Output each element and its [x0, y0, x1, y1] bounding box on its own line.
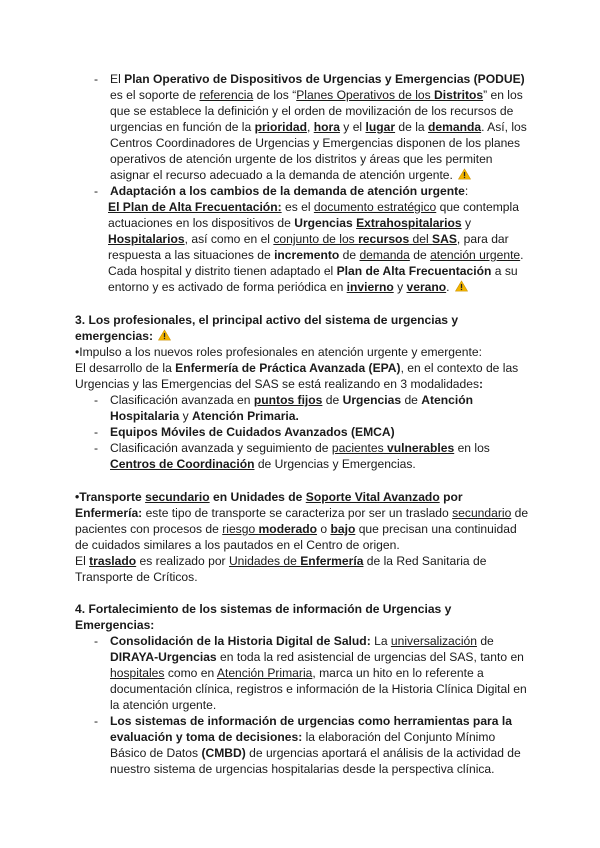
list-dash: - [94, 184, 99, 198]
list-dash: - [94, 393, 99, 407]
list-dash: - [94, 72, 99, 86]
list-dash: - [94, 714, 99, 728]
list-dash: - [94, 425, 99, 439]
section-heading: 3. Los profesionales, el principal activo del sistema de urgencias y [75, 313, 459, 327]
document-page: - El Plan Operativo de Dispositivos de Urgencias y Emergencias (PODUE) es el soporte de referencia de los “Planes Operativos de los Distritos” en los que se establece la definición y el orden de movilización de los recursos de urgencias en función de la prioridad, hora y el lugar de la demanda. Así, los Centros Coordinadores de Urgencias y Emergencias disponen de los planes operativos de atención urgente de los distritos y áreas que les permiten asignar el recurso adecuado a la demanda de atención urgente. - Adaptación a los cambios de la demanda de atención urgente: El Plan de Alta Frecuentación: es el documento estratégico que contempla actuaciones en los dispositivos de Urgencias Extrahospitalarios y Hospitalarios, así como en el conjunto de los recursos del SAS, para dar respuesta a las situaciones de incremento de demanda de atención urgente. Cada hospital y distrito tienen adaptado el Plan de Alta Frecuentación a su entorno y es activado de forma periódica en invierno y verano. 3. Los profesionales, el principal activo del sistema de urgencias y emergencias: •Impulso a los nuevos roles profesionales en atención urgente y emergente: El desarrollo de la Enfermería de Práctica Avanzada (EPA), en el contexto de las Urgencias y las Emergencias del SAS se está realizando en 3 modalidades: - Clasificación avanzada en puntos fijos de Urgencias de Atención Hospitalaria y Atención Primaria. - Equipos Móviles de Cuidados Avanzados (EMCA) - Clasificación avanzada y seguimiento de pacientes vulnerables en los Centros de Coordinación de Urgencias y Emergencias. •Transporte secundario en Unidades de Soporte Vital Avanzado por Enfermería: este tipo de transporte se caracteriza por ser un traslado secundario de pacientes con procesos de riesgo moderado o bajo que precisan una continuidad de cuidados similares a los pautados en el Centro de origen. El traslado es realizado por Unidades de Enfermería de la Red Sanitaria de Transporte de Críticos. 4. Fortalecimiento de los sistemas de información de Urgencias y Emergencias: - Consolidación de la Historia Digital de Salud: La universalización de DIRAYA-Urgencias en toda la red asistencial de urgencias del SAS, tanto en hospitales como en Atención Primaria, marca un hito en lo referente a documentación clínica, registros e información de la Historia Clínica Digital en la atención urgente. - Los sistemas de información de urgencias como herramientas para la evaluación y toma de decisiones: la elaboración del Conjunto Mínimo Básico de Datos (CMBD) de urgencias aportará el análisis de la actividad de nuestro sistema de urgencias hospitalarias desde la perspectiva clínica. [75, 72, 529, 776]
warning-icon [458, 168, 471, 180]
warning-icon [455, 280, 468, 292]
list-dash: - [94, 441, 99, 455]
warning-icon [158, 329, 171, 341]
section-heading: 4. Fortalecimiento de los sistemas de información de Urgencias y [75, 602, 452, 616]
list-dash: - [94, 634, 99, 648]
